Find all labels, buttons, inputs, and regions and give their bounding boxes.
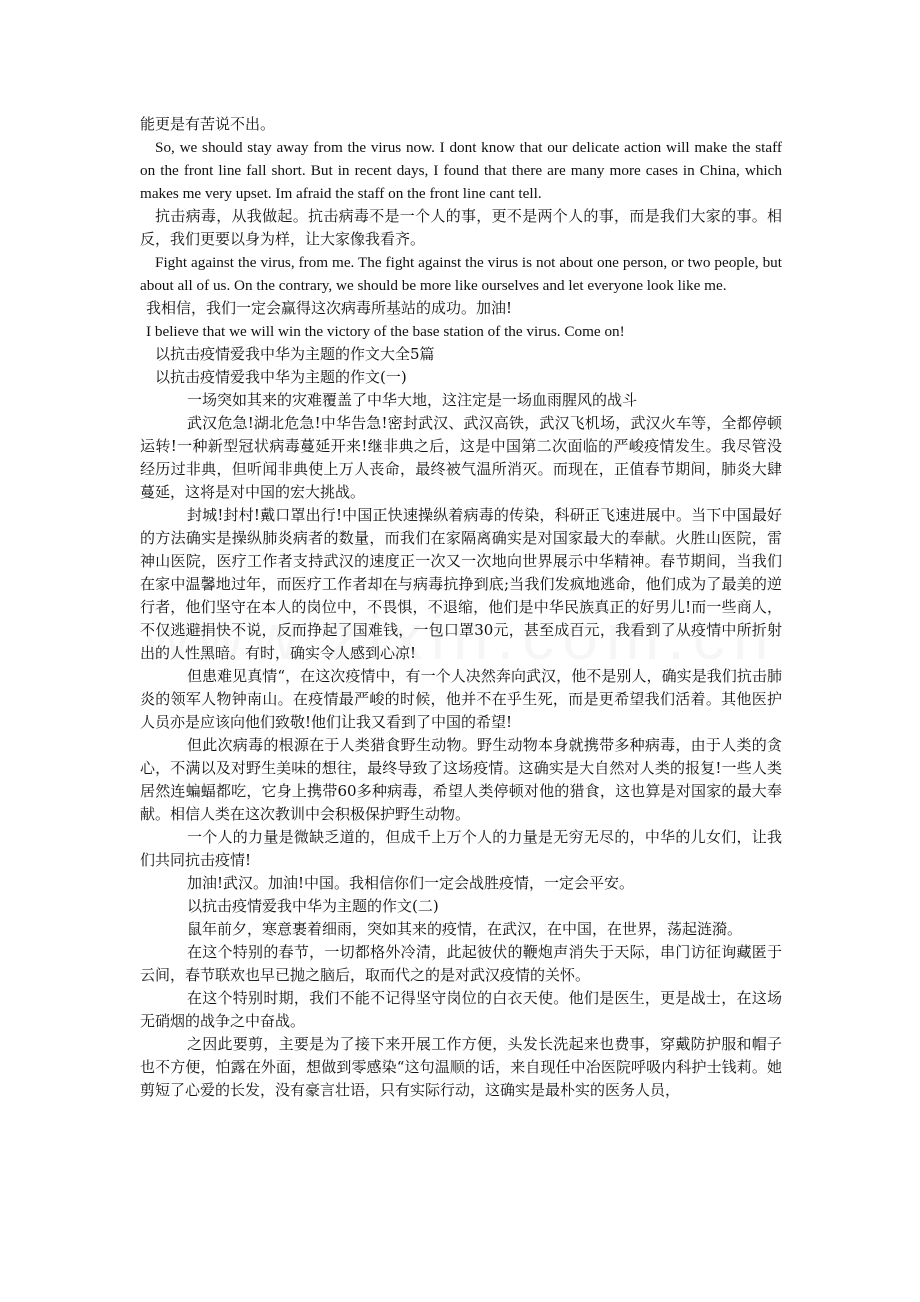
paragraph-body: 在这个特别的春节，一切都格外冷清，此起彼伏的鞭炮声消失于天际，串门访征询藏匿于云间，春节联欢也早已抛之脑后，取而代之的是对武汉疫情的关怀。 <box>140 943 782 984</box>
paragraph-body: 武汉危急!湖北危急!中华告急!密封武汉、武汉高铁，武汉飞机场，武汉火车等，全都停顿运转!一种新型冠状病毒蔓延开来!继非典之后，这是中国第二次面临的严峻疫情发生。我尽管没经历过非典，但听闻非典使上万人丧命，最终被气温所消灭。而现在，正值春节期间，肺炎大肆蔓延，这将是对中国的宏大挑战。 <box>140 414 782 501</box>
paragraph-chinese: 我相信，我们一定会赢得这次病毒所基站的成功。加油! <box>146 299 513 317</box>
paragraph-continuation: 能更是有苦说不出。 <box>140 115 276 133</box>
paragraph-body: 但患难见真情“，在这次疫情中，有一个人决然奔向武汉，他不是别人，确实是我们抗击肺炎的领军人物钟南山。在疫情最严峻的时候，他并不在乎生死，而是更希望我们活着。其他医护人员亦是应该向他们致敬!他们让我又看到了中国的希望! <box>140 667 782 731</box>
paragraph-body: 但此次病毒的根源在于人类猎食野生动物。野生动物本身就携带多种病毒，由于人类的贪心，不满以及对野生美味的想往，最终导致了这场疫情。这确实是大自然对人类的报复!一些人类居然连蝙蝠都吃，它身上携带60多种病毒，希望人类停顿对他的猎食，这也算是对国家的最大奉献。相信人类在这次教训中会积极保护野生动物。 <box>140 736 782 823</box>
paragraph-body: 鼠年前夕，寒意裹着细雨，突如其来的疫情，在武汉，在中国，在世界，荡起涟漪。 <box>187 920 743 938</box>
paragraph-body: 之因此要剪，主要是为了接下来开展工作方便，头发长洗起来也费事，穿戴防护服和帽子也不方便，怕露在外面，想做到零感染“这句温顺的话，来自现任中冶医院呼吸内科护士钱莉。她剪短了心爱的长发，没有豪言壮语，只有实际行动，这确实是最朴实的医务人员， <box>140 1035 782 1099</box>
paragraph-body: 加油!武汉。加油!中国。我相信你们一定会战胜疫情，一定会平安。 <box>187 874 635 892</box>
essay-heading: 以抗击疫情爱我中华为主题的作文(一) <box>155 368 407 386</box>
essay-heading: 以抗击疫情爱我中华为主题的作文(二) <box>187 897 439 915</box>
paragraph-body: 封城!封村!戴口罩出行!中国正快速操纵着病毒的传染，科研正飞速进展中。当下中国最好的方法确实是操纵肺炎病者的数量，而我们在家隔离确实是对国家最大的奉献。火胜山医院，雷神山医院，医疗工作者支持武汉的速度正一次又一次地向世界展示中华精神。春节期间，当我们在家中温馨地过年，而医疗工作者却在与病毒抗挣到底;当我们发疯地逃命，他们成为了最美的逆行者，他们坚守在本人的岗位中，不畏惧，不退缩，他们是中华民族真正的好男儿!而一些商人，不仅逃避捐快不说，反而挣起了国难钱，一包口罩30元，甚至成百元，我看到了从疫情中所折射出的人性黑暗。有时，确实令人感到心凉! <box>140 506 782 662</box>
paragraph-english: I believe that we will win the victory of the base station of the virus. Come on! <box>146 323 625 340</box>
paragraph-english: So, we should stay away from the virus now. I dont know that our delicate action will make the staff on the front line fall short. But in recent days, I found that there are many more cases in China, which makes me very upset. Im afraid the staff on the front line cant tell. <box>140 139 782 202</box>
paragraph-body: 一个人的力量是微缺乏道的，但成千上万个人的力量是无穷无尽的，中华的儿女们，让我们共同抗击疫情! <box>140 828 782 869</box>
paragraph-english: Fight against the virus, from me. The fight against the virus is not about one person, or two people, but about all of us. On the contrary, we should be more like ourselves and let everyone look like me. <box>140 254 782 294</box>
paragraph-body: 在这个特别时期，我们不能不记得坚守岗位的白衣天使。他们是医生，更是战士，在这场无硝烟的战争之中奋战。 <box>140 989 782 1030</box>
document-body <box>140 113 782 1102</box>
paragraph-intro: 一场突如其来的灾难覆盖了中华大地，这注定是一场血雨腥风的战斗 <box>187 391 638 409</box>
paragraph-chinese: 抗击病毒，从我做起。抗击病毒不是一个人的事，更不是两个人的事，而是我们大家的事。相反，我们更要以身为样，让大家像我看齐。 <box>140 207 782 248</box>
section-heading: 以抗击疫情爱我中华为主题的作文大全5篇 <box>155 345 435 363</box>
